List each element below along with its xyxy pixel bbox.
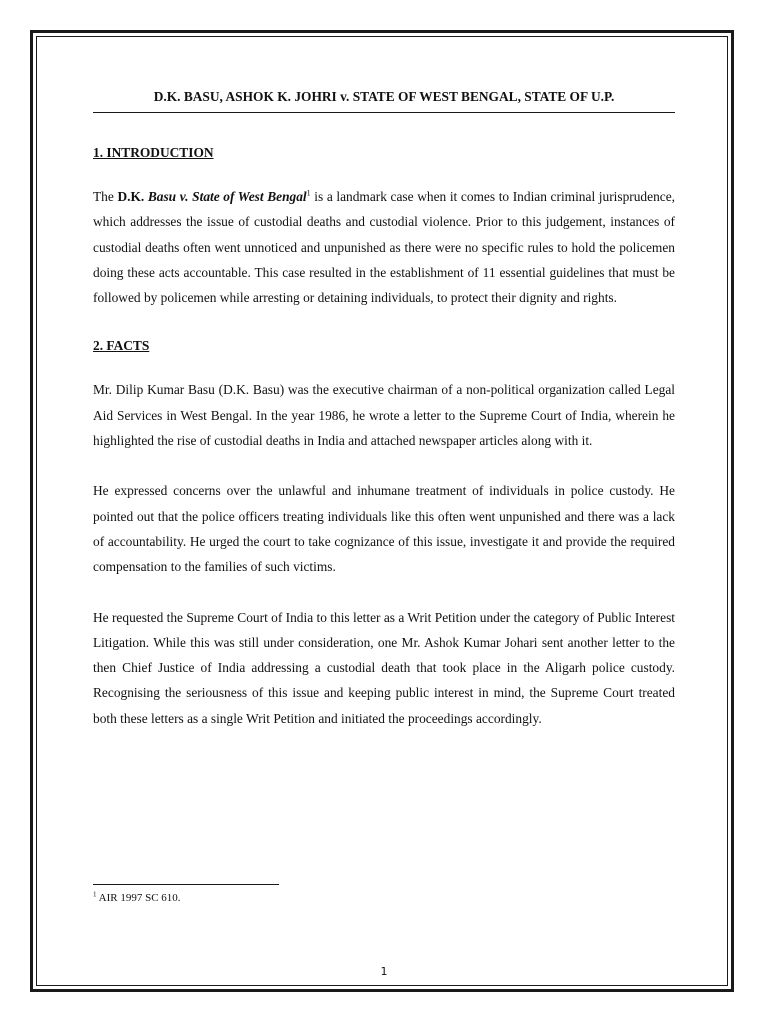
footnote (93, 891, 181, 905)
document-title: D.K. BASU, ASHOK K. JOHRI v. STATE OF WEST BENGAL, STATE OF U.P. (93, 86, 675, 113)
document-body (93, 86, 675, 731)
case-name-bold-italic: Basu v. State of West Bengal (147, 189, 307, 204)
footnote-text: AIR 1997 SC 610. (96, 892, 181, 904)
facts-paragraph-2: He expressed concerns over the unlawful and inhumane treatment of individuals in police custody. He pointed out that the police officers treating individuals like this often went unpunished and there was a lack of accountability. He urged the court to take cognizance of this issue, investigate it and provide the required compensation to the families of such victims. (93, 483, 675, 575)
section-heading-introduction: 1. INTRODUCTION (93, 145, 214, 160)
footnote-reference: 1 (306, 188, 311, 198)
intro-rest-text: is a landmark case when it comes to Indian criminal jurisprudence, which addresses the issue of custodial deaths and custodial violence. Prior to this judgement, instances of custodial deaths often went unnoticed and unpunished as there were no specific rules to hold the policemen doing these acts accountable. This case resulted in the establishment of 11 essential guidelines that must be followed by policemen while arresting or detaining individuals, to protect their dignity and rights. (93, 189, 675, 306)
footnote-marker: 1 (93, 890, 97, 899)
facts-paragraph-1: Mr. Dilip Kumar Basu (D.K. Basu) was the executive chairman of a non-political organization called Legal Aid Services in West Bengal. In the year 1986, he wrote a letter to the Supreme Court of India, wherein he highlighted the rise of custodial deaths in India and attached newspaper articles along with it. (93, 382, 675, 449)
page-number: 1 (380, 965, 388, 978)
facts-paragraph-3: He requested the Supreme Court of India to this letter as a Writ Petition under the category of Public Interest Litigation. While this was still under consideration, one Mr. Ashok Kumar Johari sent another letter to the then Chief Justice of India addressing a custodial death that took place in the Aligarh police custody. Recognising the seriousness of this issue and keeping public interest in mind, the Supreme Court treated both these letters as a single Writ Petition and initiated the proceedings accordingly. (93, 609, 675, 726)
intro-lead-text: The (93, 189, 118, 204)
introduction-paragraph (93, 184, 675, 310)
section-heading-facts: 2. FACTS (93, 338, 150, 354)
footnote-separator (93, 884, 279, 885)
case-name-bold: D.K. (117, 189, 148, 204)
